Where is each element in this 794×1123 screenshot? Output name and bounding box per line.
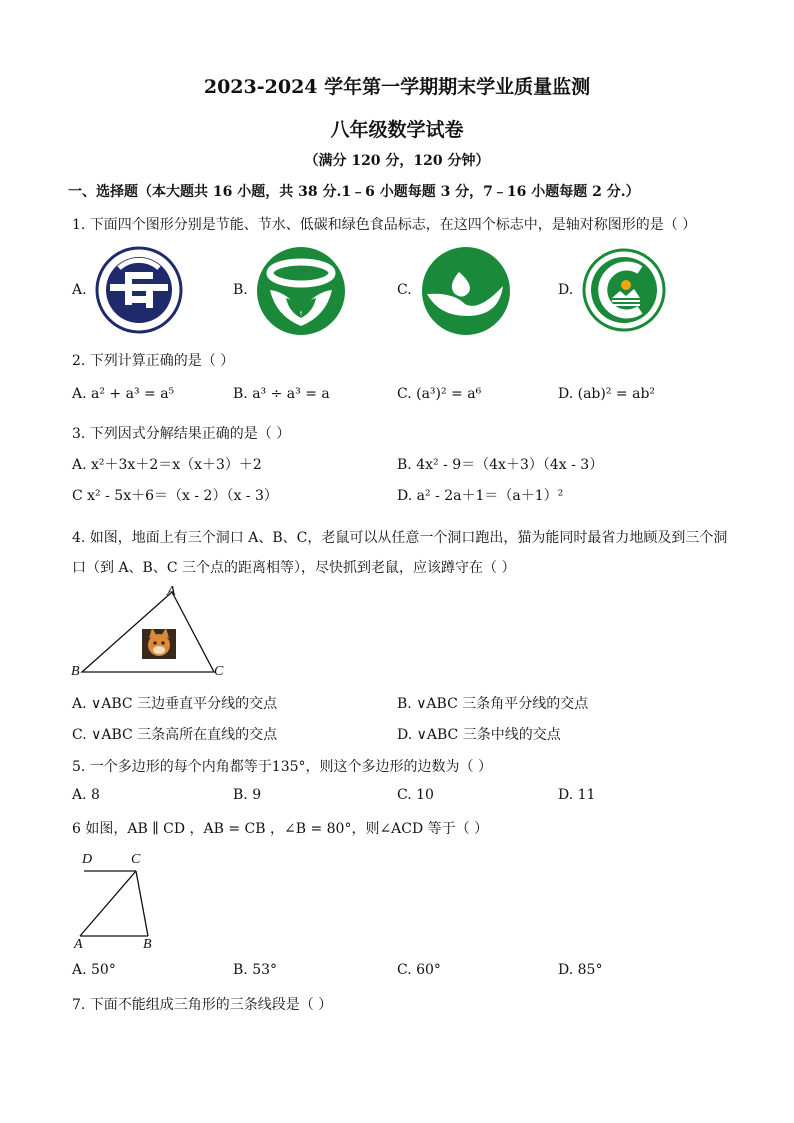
q4-triangle-figure — [66, 582, 236, 682]
exam-note: （满分 120 分，120 分钟） — [304, 153, 490, 169]
q2-option-a: A. a² + a³ = a⁵ — [72, 386, 175, 402]
energy-saving-logo — [95, 246, 183, 334]
green-food-logo — [582, 248, 666, 332]
q3-option-c: C x² - 5x＋6＝（x - 2）（x - 3） — [72, 488, 278, 504]
q2-stem: 2. 下列计算正确的是（ ） — [72, 353, 235, 369]
q4-option-b: B. ∨ABC 三条角平分线的交点 — [397, 696, 589, 712]
q1-stem: 1. 下面四个图形分别是节能、节水、低碳和绿色食品标志，在这四个标志中，是轴对称图形的是（ ） — [72, 217, 697, 233]
q4-stem-line2: 口（到 A、B、C 三个点的距离相等），尽快抓到老鼠，应该蹲守在（ ） — [72, 560, 516, 576]
water-saving-logo — [256, 246, 346, 336]
q6-label-a: A — [74, 937, 83, 952]
q4-label-a: A — [167, 584, 176, 599]
q2-option-b: B. a³ ÷ a³ = a — [233, 386, 330, 402]
q5-stem: 5. 一个多边形的每个内角都等于135°，则这个多边形的边数为（ ） — [72, 759, 492, 775]
q2-option-d: D. (ab)² = ab² — [558, 386, 656, 402]
q1-option-d: D. — [558, 282, 574, 298]
q7-stem: 7. 下面不能组成三角形的三条线段是（ ） — [72, 997, 333, 1013]
q1-option-b: B. — [233, 282, 248, 298]
q4-option-d: D. ∨ABC 三条中线的交点 — [397, 727, 561, 743]
q2-option-c: C. (a³)² = a⁶ — [397, 386, 482, 402]
q6-label-c: C — [131, 852, 141, 867]
q5-option-c: C. 10 — [397, 787, 434, 803]
q6-stem: 6 如图，AB ∥ CD ，AB = CB ，∠B = 80°，则∠ACD 等于（ ） — [72, 821, 489, 837]
q4-option-a: A. ∨ABC 三边垂直平分线的交点 — [72, 696, 278, 712]
q1-option-c: C. — [397, 282, 412, 298]
q4-label-b: B — [71, 664, 80, 679]
q3-option-b: B. 4x² - 9＝（4x＋3）（4x - 3） — [397, 457, 604, 473]
q6-label-b: B — [143, 937, 152, 952]
q4-option-c: C. ∨ABC 三条高所在直线的交点 — [72, 727, 278, 743]
q6-option-a: A. 50° — [72, 962, 116, 978]
q4-stem-line1: 4. 如图，地面上有三个洞口 A、B、C，老鼠可以从任意一个洞口跑出，猫为能同时最省力地顾及到三个洞 — [72, 530, 728, 546]
q6-label-d: D — [82, 852, 93, 867]
q6-option-b: B. 53° — [233, 962, 278, 978]
q4-label-c: C — [214, 664, 224, 679]
q5-option-a: A. 8 — [72, 787, 100, 803]
exam-title: 2023-2024 学年第一学期期末学业质量监测 — [203, 76, 591, 98]
q6-trapezoid-figure — [72, 856, 162, 946]
low-carbon-logo — [421, 246, 511, 336]
q5-option-d: D. 11 — [558, 787, 596, 803]
q1-option-a: A. — [72, 282, 87, 298]
q3-option-d: D. a² - 2a＋1＝（a＋1）² — [397, 488, 564, 504]
q3-option-a: A. x²＋3x＋2＝x（x＋3）＋2 — [72, 457, 262, 473]
q6-option-d: D. 85° — [558, 962, 603, 978]
exam-subtitle: 八年级数学试卷 — [330, 119, 464, 141]
section-heading: 一、选择题（本大题共 16 小题，共 38 分.1﹣6 小题每题 3 分，7﹣16 小题每题 2 分.） — [68, 184, 640, 200]
q6-option-c: C. 60° — [397, 962, 441, 978]
q3-stem: 3. 下列因式分解结果正确的是（ ） — [72, 426, 291, 442]
q5-option-b: B. 9 — [233, 787, 262, 803]
